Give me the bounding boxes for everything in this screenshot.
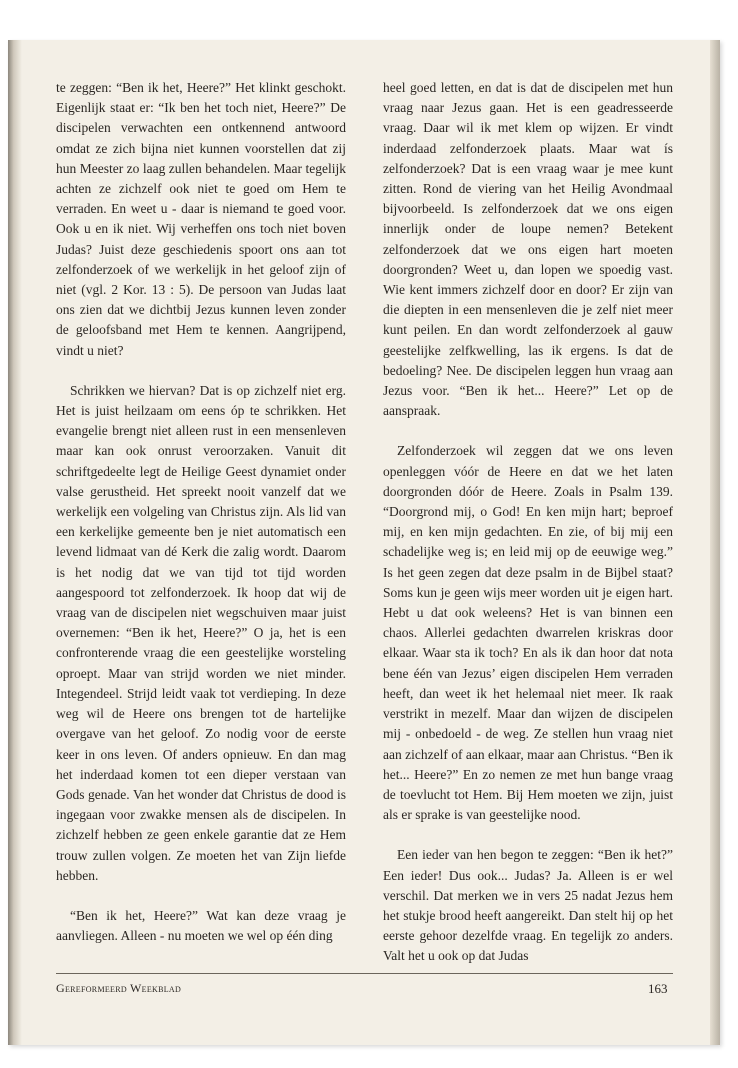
page-edge [710,40,720,1045]
paragraph: heel goed letten, en dat is dat de discipelen met hun vraag naar Jezus gaan. Het is een geadresseerde vraag. Daar wil ik met klem op wijzen. Er vindt inderdaad zelfonderzoek plaats. Maar wat ís zelfonderzoek? Dat is een vraag waar je mee kunt zitten. Rond de viering van het Heilig Avondmaal bijvoorbeeld. Is zelfonderzoek dat we ons eigen innerlijk onder de loupe nemen? Betekent zelfonderzoek dat we ons eigen hart moeten doorgronden? Weet u, dan lopen we spoedig vast. Wie kent immers zichzelf door en door? Er zijn van die diepten in een mensenleven die je zelf niet meer kunt peilen. En dan wordt zelfonderzoek al gauw geestelijke zelfkwelling, las ik ergens. Is dat de bedoeling? Nee. De discipelen leggen hun vraag aan Jezus voor. “Ben ik het... Heere?” Let op de aanspraak. [383,80,673,419]
footer-page-number: 163 [648,981,668,996]
paragraph: Schrikken we hiervan? Dat is op zichzelf niet erg. Het is juist heilzaam om eens óp te schrikken. Het evangelie brengt niet alleen rust in een mensenleven maar kan ook onrust veroorzaken. Vanuit dit schriftgedeelte legt de Heilige Geest dynamiet onder valse gerustheid. Het spreekt nooit vanzelf dat we werkelijk een volgeling van Christus zijn. Als lid van een kerkelijke gemeente ben je niet automatisch een levend lidmaat van dé Kerk die zalig wordt. Daarom is het nodig dat we van tijd tot tijd worden aangespoord tot zelfonderzoek. Ik hoop dat wij de vraag van de discipelen niet wegschuiven maar juist overnemen: “Ben ik het, Heere?” O ja, het is een confronterende vraag die een geestelijke worsteling oproept. Maar van strijd worden we niet minder. Integendeel. Strijd leidt vaak tot verdieping. In deze weg wil de Heere ons brengen tot de hartelijke overgave van het geloof. Zo nodig voor de eerste keer in ons leven. Of anders opnieuw. En dan mag het inderdaad komen tot een dieper verstaan van Gods genade. Van het wonder dat Christus de dood is ingegaan voor zwakke mensen als de discipelen. In zichzelf hebben ze geen enkele garantie dat ze Hem trouw zullen volgen. Ze moeten het van Zijn liefde hebben. [56,382,346,883]
paragraph: “Ben ik het, Heere?” Wat kan deze vraag je aanvliegen. Alleen - nu moeten we wel op één ding [56,907,346,944]
paragraph: Zelfonderzoek wil zeggen dat we ons leven openleggen vóór de Heere en dat we het laten doorgronden dóór de Heere. Zoals in Psalm 139. “Doorgrond mij, o God! En ken mijn hart; beproef mij, en ken mijn gedachten. En zie, of bij mij een schadelijke weg is; en leid mij op de eeuwige weg.” Is het geen zegen dat deze psalm in de Bijbel staat? Soms kun je geen wijs meer worden uit je eigen hart. Hebt u dat ook weleens? Het is van binnen een chaos. Allerlei gedachten dwarrelen kriskras door elkaar. Waar sta ik toch? En als ik dan hoor dat nota bene één van Jezus’ eigen discipelen Hem verraden heeft, dan weet ik het helemaal niet meer. Ik raak verstrikt in mezelf. Maar dan wijzen de discipelen mij - onbedoeld - de weg. Ze stellen hun vraag niet aan zichzelf of aan elkaar, maar aan Christus. “Ben ik het... Heere?” En zo nemen ze met hun bange vraag de toevlucht tot Hem. Bij Hem moeten we zijn, juist als er sprake is van geestelijke nood. [383,443,673,823]
magazine-page [8,40,720,1045]
paragraph: Een ieder van hen begon te zeggen: “Ben ik het?” Een ieder! Dus ook... Judas? Ja. Alleen is er wel verschil. Dat merken we in vers 25 nadat Jezus hem het stukje brood heeft aangereikt. Dan stelt hij op het eerste gehoor dezelfde vraag. En tegelijk zo anders. Valt het u ook op dat Judas [383,847,673,964]
page-binding [8,40,22,1045]
right-text-column [383,78,673,967]
footer-publication-title: Gereformeerd Weekblad [56,981,182,995]
paragraph: te zeggen: “Ben ik het, Heere?” Het klinkt geschokt. Eigenlijk staat er: “Ik ben het toch niet, Heere?” De discipelen verwachten een ontkennend antwoord omdat ze zich bijna niet kunnen voorstellen dat zij hun Meester zo laag zullen behandelen. Maar tegelijk achten ze zichzelf ook niet te goed om Hem te verraden. En weet u - daar is niemand te goed voor. Ook u en ik niet. Wij verheffen ons toch niet boven Judas? Juist deze geschiedenis spoort ons aan tot zelfonderzoek of we werkelijk in het geloof zijn of niet (vgl. 2 Kor. 13 : 5). De persoon van Judas laat ons zien dat we dichtbij Jezus kunnen leven zonder de geloofsband met Hem te kennen. Aangrijpend, vindt u niet? [56,80,346,358]
left-text-column [56,78,346,946]
footer-rule [56,973,673,974]
